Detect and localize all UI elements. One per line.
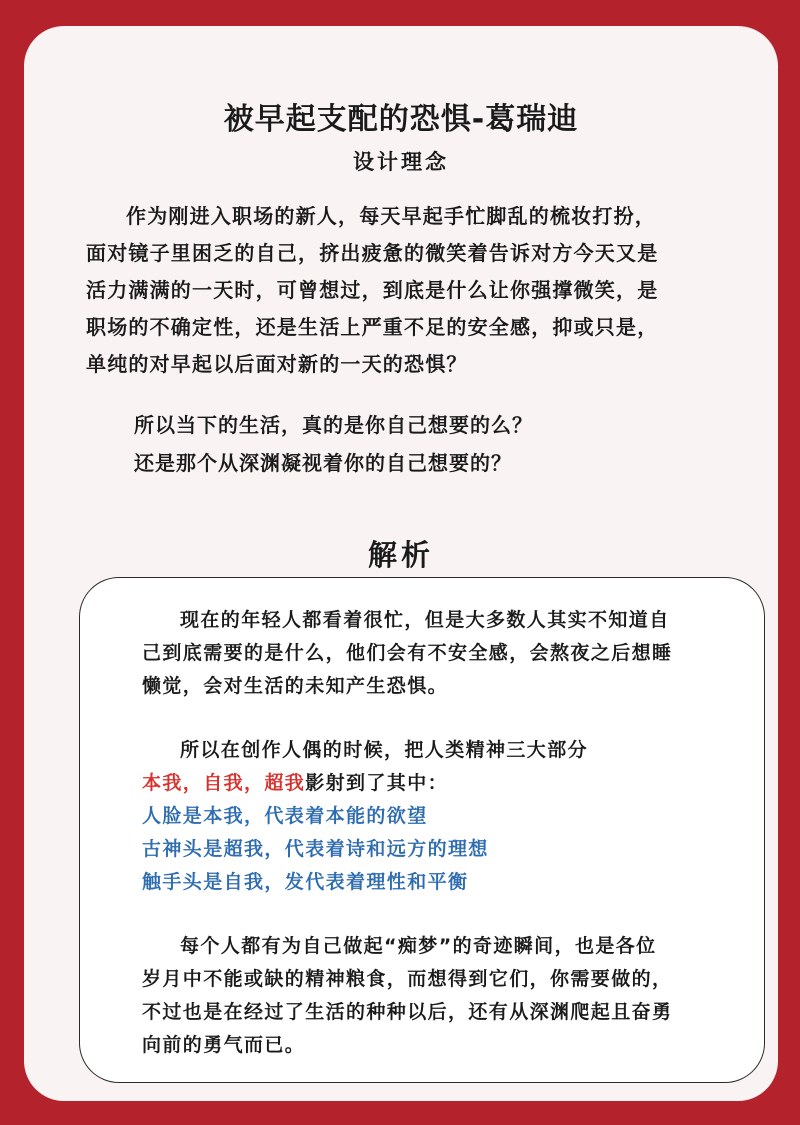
concept-line: 面对镜子里困乏的自己，挤出疲惫的微笑着告诉对方今天又是 [86, 241, 659, 265]
analysis-box [79, 577, 765, 1083]
analysis-line: 不过也是在经过了生活的种种以后，还有从深渊爬起且奋勇 [142, 1001, 673, 1023]
analysis-line: 己到底需要的是什么，他们会有不安全感，会熬夜之后想睡 [142, 642, 673, 664]
psyche-terms-highlight: 本我，自我，超我 [142, 772, 306, 794]
paragraph-gap [142, 703, 742, 734]
analysis-line [142, 767, 742, 800]
concept-line: 作为刚进入职场的新人，每天早起手忙脚乱的梳妆打扮， [126, 204, 656, 228]
concept-line: 活力满满的一天时，可曾想过，到底是什么让你强撑微笑，是 [86, 278, 659, 302]
analysis-line: 现在的年轻人都看着很忙，但是大多数人其实不知道自 [180, 609, 670, 631]
mapping-text: 影射到了其中： [305, 772, 449, 794]
analysis-line: 所以在创作人偶的时候，把人类精神三大部分 [180, 739, 589, 761]
analysis-line: 懒觉，会对生活的未知产生恐惧。 [142, 675, 449, 697]
superego-mapping-line: 古神头是超我，代表着诗和远方的理想 [142, 838, 489, 860]
ego-mapping-line: 触手头是自我，发代表着理性和平衡 [142, 871, 469, 893]
question-line: 还是那个从深渊凝视着你的自己想要的？ [134, 451, 512, 475]
analysis-line: 岁月中不能或缺的精神粮食，而想得到它们，你需要做的， [142, 968, 673, 990]
id-mapping-line: 人脸是本我，代表着本能的欲望 [142, 805, 428, 827]
content-card [24, 26, 778, 1101]
analysis-content [142, 604, 742, 1062]
analysis-line: 向前的勇气而已。 [142, 1034, 306, 1056]
question-line: 所以当下的生活，真的是你自己想要的么？ [134, 413, 533, 437]
page-title: 被早起支配的恐惧-葛瑞迪 [223, 102, 579, 137]
concept-line: 单纯的对早起以后面对新的一天的恐惧？ [86, 352, 468, 376]
analysis-heading: 解析 [367, 538, 434, 572]
concept-line: 职场的不确定性，还是生活上严重不足的安全感，抑或只是， [86, 315, 659, 339]
reflection-questions [134, 406, 774, 482]
paragraph-gap [142, 899, 742, 930]
design-concept-heading: 设计理念 [353, 150, 449, 174]
design-concept-paragraph [86, 198, 776, 383]
analysis-line: 每个人都有为自己做起“痴梦”的奇迹瞬间，也是各位 [180, 935, 657, 957]
